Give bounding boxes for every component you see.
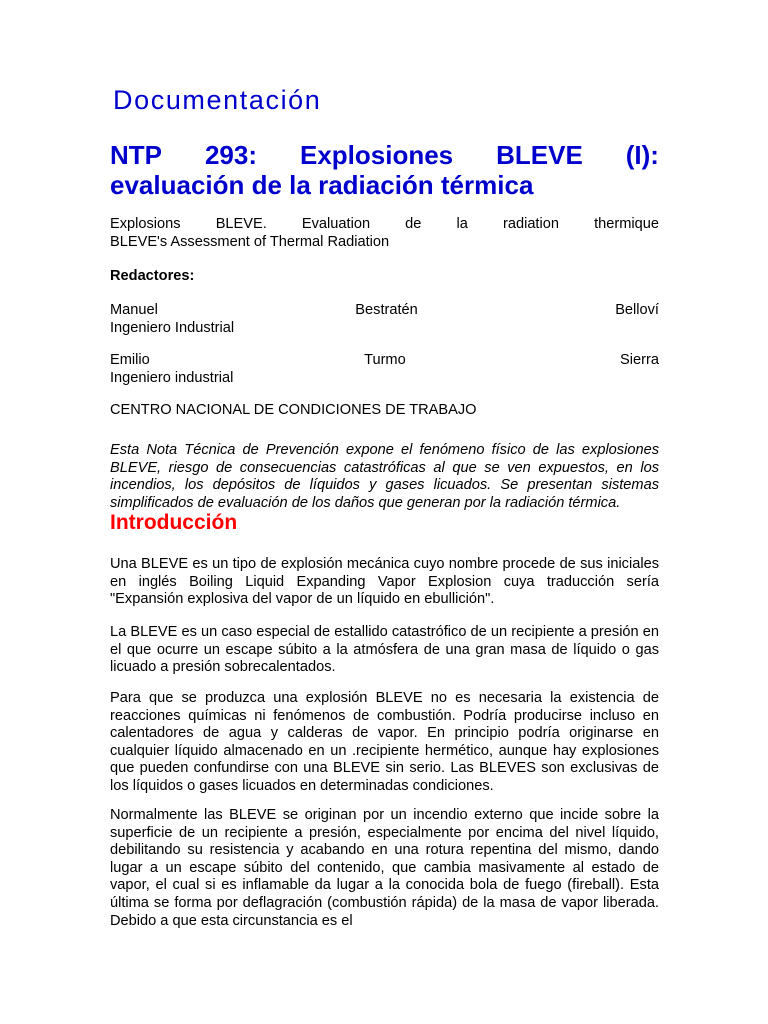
author-last-name: Sierra [620,352,659,368]
document-title [110,140,659,200]
subtitle-word: de [405,216,422,232]
subtitle-word: Explosions [110,216,181,232]
subtitle-word: thermique [594,216,659,232]
author-role: Ingeniero Industrial [110,319,235,336]
institution: CENTRO NACIONAL DE CONDICIONES DE TRABAJO [110,402,477,418]
author-entry [110,302,659,337]
subtitle-block [110,216,659,251]
author-middle-name: Turmo [364,352,406,368]
author-name [110,302,659,320]
authors-label: Redactores: [110,268,195,284]
abstract: Esta Nota Técnica de Prevención expone el fenómeno físico de las explosiones BLEVE, riesgo de consecuencias catastróficas al que se ven expuestos, en los incendios, los depósitos de líquidos y gases licuados. Se presentan sistemas simplificados de evaluación de los daños que generan por la radiación térmica. [110,442,659,511]
title-word: NTP [110,140,162,170]
title-word: 293: [204,140,258,170]
intro-paragraph: Normalmente las BLEVE se originan por un incendio externo que incide sobre la superficie de un recipiente a presión, especialmente por encima del nivel líquido, debilitando su resistencia y acabando en una rotura repentina del mismo, dando lugar a un escape súbito del contenido, que cambia masivamente al estado de vapor, el cual si es inflamable da lugar a la conocida bola de fuego (fireball). Esta última se forma por deflagración (combustión rápida) de la masa de vapor liberada. Debido a que esta circunstancia es el [110,807,659,929]
author-first-name: Manuel [110,302,158,318]
subtitle-word: la [456,216,468,232]
subtitle-word: radiation [502,216,559,232]
subtitle-line-1 [110,216,659,234]
section-heading-introduccion: Introducción [110,511,238,534]
author-entry [110,352,659,387]
author-middle-name: Bestratén [355,302,418,318]
title-line-2: evaluación de la radiación térmica [110,170,534,200]
author-first-name: Emilio [110,352,150,368]
title-word: (I): [625,140,659,170]
title-word: BLEVE [496,140,583,170]
intro-paragraph: Una BLEVE es un tipo de explosión mecánica cuyo nombre procede de sus iniciales en inglés Boiling Liquid Expanding Vapor Explosion cuya traducción sería "Expansión explosiva del vapor de un líquido en ebullición". [110,556,659,608]
title-word: Explosiones [299,140,454,170]
author-name [110,352,659,370]
subtitle-word: BLEVE. [215,216,267,232]
author-last-name: Belloví [615,302,659,318]
intro-paragraph: Para que se produzca una explosión BLEVE no es necesaria la existencia de reacciones químicas ni fenómenos de combustión. Podría producirse incluso en calentadores de agua y calderas de vapor. En principio podría originarse en cualquier líquido almacenado en un .recipiente hermético, aunque hay explosiones que pueden confundirse con una BLEVE sin serio. Las BLEVES son exclusivas de los líquidos o gases licuados en determinadas condiciones. [110,690,659,794]
section-label: Documentación [113,85,322,115]
title-line-1 [110,140,659,170]
intro-paragraph: La BLEVE es un caso especial de estallido catastrófico de un recipiente a presión en el que ocurre un escape súbito a la atmósfera de una gran masa de líquido o gas licuado a presión sobrecalentados. [110,624,659,676]
subtitle-line-2: BLEVE's Assessment of Thermal Radiation [110,233,390,250]
subtitle-word: Evaluation [301,216,371,232]
author-role: Ingeniero industrial [110,369,234,386]
